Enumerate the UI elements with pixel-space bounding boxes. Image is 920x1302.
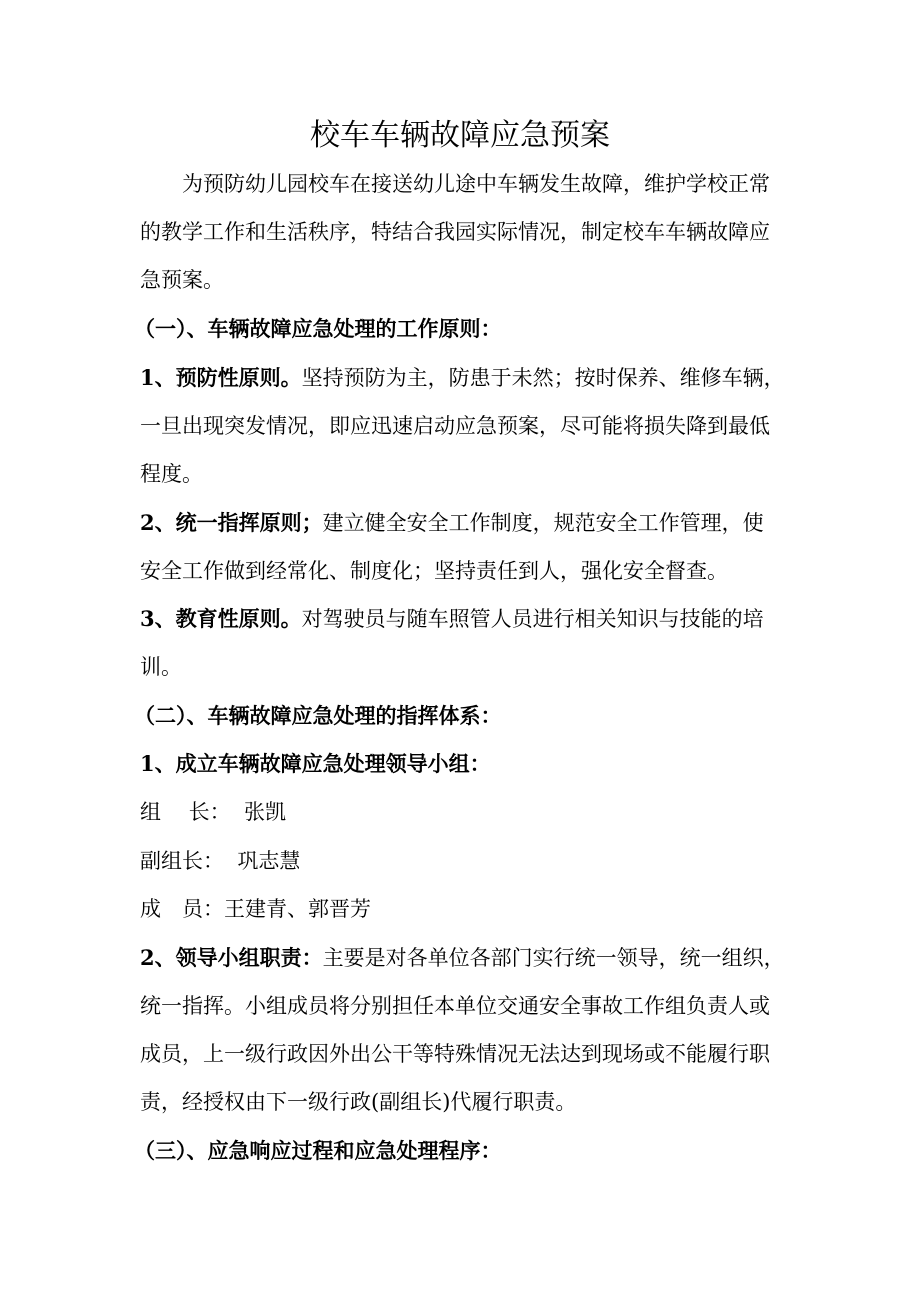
principle-1-line-1: [140, 362, 785, 394]
group-members: 成 员：王建青、郭晋芳: [140, 897, 371, 921]
principle-1-line-2: 一旦出现突发情况，即应迅速启动应急预案，尽可能将损失降到最低: [140, 414, 770, 438]
duties-title: 2、领导小组职责：: [140, 945, 323, 970]
principle-1-title: 1、预防性原则。: [140, 365, 302, 390]
section-3-heading: （三）、应急响应过程和应急处理程序：: [134, 1138, 502, 1163]
duties-line-3: 成员，上一级行政因外出公干等特殊情况无法达到现场或不能履行职: [140, 1042, 770, 1066]
duties-line-1: [140, 942, 785, 974]
leadership-group-heading: 1、成立车辆故障应急处理领导小组：: [140, 751, 491, 776]
duties-line-2: 统一指挥。小组成员将分别担任本单位交通安全事故工作组负责人或: [140, 994, 770, 1018]
intro-line-1: 为预防幼儿园校车在接送幼儿途中车辆发生故障，维护学校正常: [182, 172, 770, 196]
principle-2-line-2: 安全工作做到经常化、制度化；坚持责任到人，强化安全督查。: [140, 559, 728, 583]
intro-line-3: 急预案。: [140, 268, 224, 292]
principle-1-line-3: 程度。: [140, 462, 203, 486]
section-1-heading: （一）、车辆故障应急处理的工作原则：: [134, 316, 502, 341]
principle-2-line-1: [140, 507, 764, 539]
duties-line-4: 责，经授权由下一级行政(副组长)代履行职责。: [140, 1090, 577, 1114]
principle-1-text: 坚持预防为主，防患于未然；按时保养、维修车辆，: [301, 366, 785, 390]
principle-2-title: 2、统一指挥原则；: [140, 510, 323, 535]
principle-2-text: 建立健全安全工作制度，规范安全工作管理，使: [322, 511, 764, 535]
principle-3-line-1: [140, 603, 764, 635]
document-title: 校车车辆故障应急预案: [310, 118, 610, 153]
principle-3-title: 3、教育性原则。: [140, 606, 302, 631]
group-leader: 组 长： 张凯: [140, 800, 287, 824]
principle-3-text: 对驾驶员与随车照管人员进行相关知识与技能的培: [301, 607, 764, 631]
section-2-heading: （二）、车辆故障应急处理的指挥体系：: [134, 703, 502, 728]
intro-line-2: 的教学工作和生活秩序，特结合我园实际情况，制定校车车辆故障应: [140, 220, 770, 244]
principle-3-line-2: 训。: [140, 655, 182, 679]
deputy-leader: 副组长： 巩志慧: [140, 849, 301, 873]
duties-text: 主要是对各单位各部门实行统一领导，统一组织，: [322, 946, 785, 970]
